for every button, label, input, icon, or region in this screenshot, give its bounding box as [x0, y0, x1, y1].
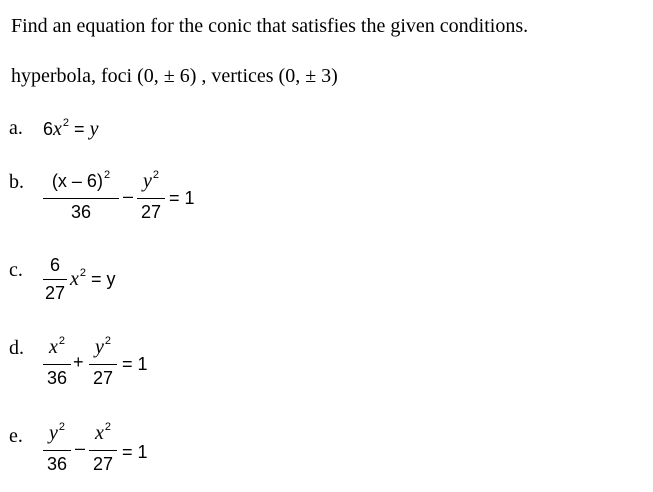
- denominator: 27: [92, 454, 114, 474]
- fraction-1: [43, 336, 71, 389]
- numerator: [43, 170, 119, 195]
- denominator: 27: [140, 202, 162, 222]
- exponent: 2: [104, 421, 111, 433]
- denominator: 27: [92, 368, 114, 388]
- choice-a-equation: [43, 118, 98, 141]
- choice-e[interactable]: [9, 422, 409, 492]
- exponent: 2: [62, 117, 70, 129]
- exponent: 2: [58, 421, 65, 433]
- question-conditions: hyperbola, foci (0, ± 6) , vertices (0, ± 3): [11, 65, 338, 87]
- exponent: 2: [58, 335, 65, 347]
- operator: +: [73, 352, 84, 372]
- fraction-2: [89, 422, 117, 475]
- fraction-2: [137, 170, 165, 223]
- right-hand-side: = 1: [122, 442, 148, 462]
- fraction-1: [43, 170, 119, 223]
- choice-c-rest: [70, 268, 116, 291]
- fraction-1: [43, 422, 71, 475]
- right-hand-side: = 1: [122, 354, 148, 374]
- variable-x: x: [53, 118, 62, 140]
- choice-c[interactable]: [9, 254, 409, 324]
- fraction-bar: [43, 198, 119, 199]
- numerator-text: y: [48, 422, 58, 444]
- fraction-2: [89, 336, 117, 389]
- variable-x: x: [70, 268, 79, 290]
- equals-sign: =: [74, 119, 85, 139]
- choice-letter: e.: [9, 425, 23, 447]
- choice-letter: b.: [9, 171, 24, 193]
- exponent: 2: [79, 267, 87, 279]
- choice-b[interactable]: [9, 168, 409, 238]
- numerator-text: y: [142, 170, 152, 192]
- exponent: 2: [104, 335, 111, 347]
- numerator-text: (x – 6): [51, 171, 103, 191]
- numerator-text: x: [94, 422, 104, 444]
- fraction: [43, 254, 67, 304]
- exponent: 2: [103, 169, 111, 181]
- numerator: [43, 336, 71, 361]
- denominator: 36: [46, 368, 68, 388]
- coefficient: 6: [43, 119, 54, 139]
- denominator: 36: [70, 202, 92, 222]
- exponent: 2: [152, 169, 159, 181]
- choice-letter: a.: [9, 117, 23, 139]
- denominator: 36: [46, 454, 68, 474]
- fraction-bar: [43, 279, 67, 280]
- fraction-bar: [89, 450, 117, 451]
- choice-letter: c.: [9, 259, 23, 281]
- question-instruction: Find an equation for the conic that satisfies the given conditions.: [11, 15, 529, 37]
- fraction-bar: [137, 198, 165, 199]
- operator: –: [123, 186, 134, 206]
- numerator: [89, 422, 117, 447]
- numerator-text: x: [48, 336, 58, 358]
- choice-d[interactable]: [9, 336, 409, 406]
- fraction-bar: [43, 450, 71, 451]
- right-hand-side: = 1: [169, 188, 195, 208]
- choice-letter: d.: [9, 337, 24, 359]
- variable-y: y: [89, 118, 99, 140]
- fraction-bar: [89, 364, 117, 365]
- numerator: [89, 336, 117, 361]
- numerator: [43, 422, 71, 447]
- numerator: [137, 170, 165, 195]
- right-hand-side: = y: [91, 269, 116, 289]
- operator: –: [75, 438, 86, 458]
- fraction-bar: [43, 364, 71, 365]
- denominator: 27: [44, 283, 66, 303]
- numerator-text: y: [94, 336, 104, 358]
- numerator: 6: [49, 255, 60, 275]
